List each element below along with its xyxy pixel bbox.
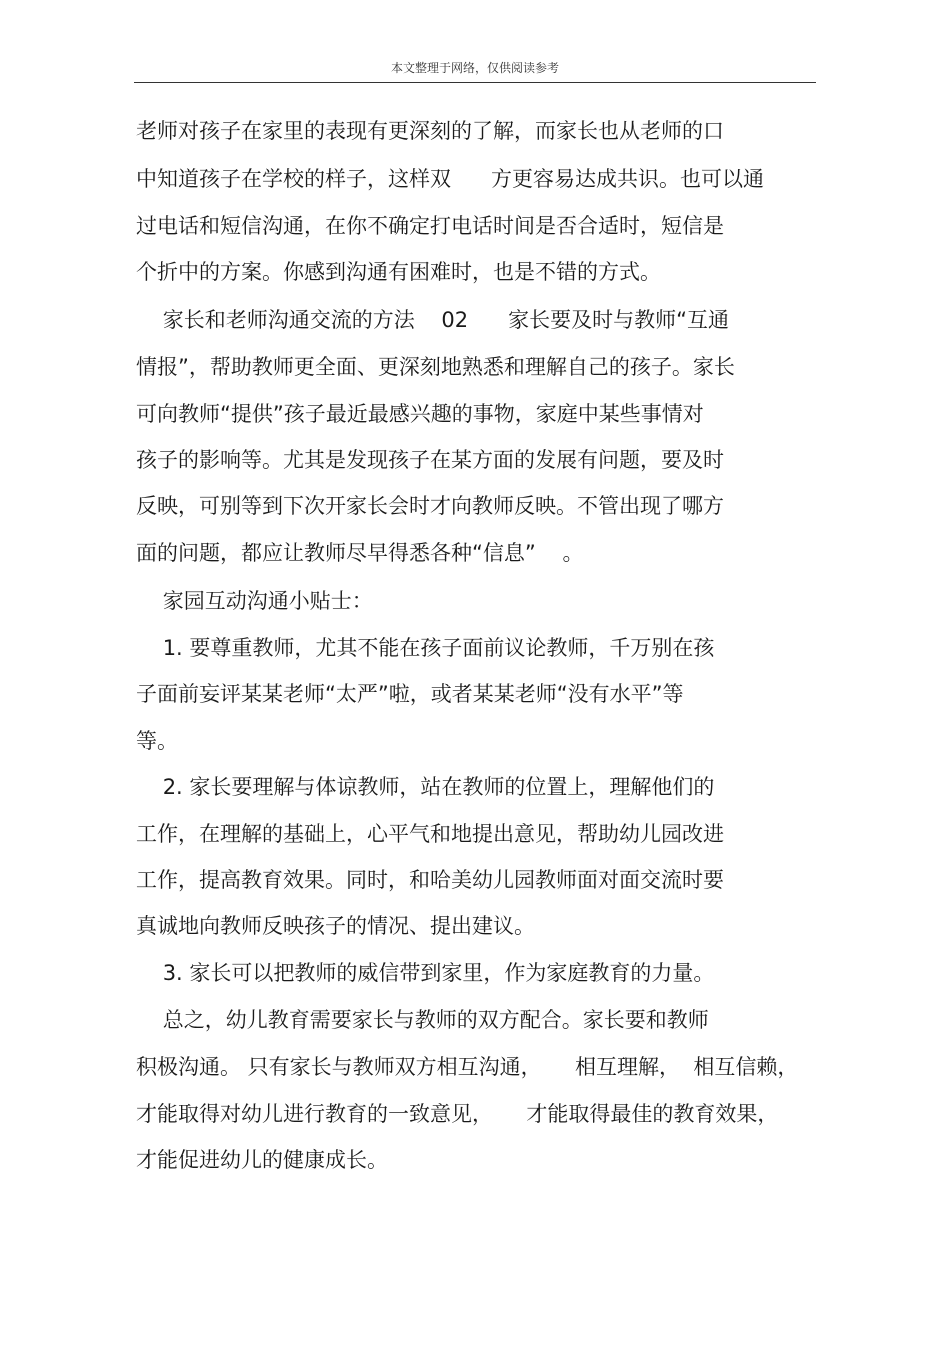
text-line: 中知道孩子在学校的样子，这样双 方更容易达成共识。也可以通 bbox=[136, 167, 765, 191]
page-header bbox=[134, 58, 816, 83]
text-line: 工作，提高教育效果。同时，和哈美幼儿园教师面对面交流时要 bbox=[136, 868, 724, 892]
text-line: 积极沟通。 只有家长与教师双方相互沟通， 相互理解， 相互信赖， bbox=[136, 1055, 799, 1079]
text-line: 才能取得对幼儿进行教育的一致意见， 才能取得最佳的教育效果， bbox=[136, 1102, 779, 1126]
text-line: 老师对孩子在家里的表现有更深刻的了解，而家长也从老师的口 bbox=[136, 119, 724, 143]
text-line: 孩子的影响等。尤其是发现孩子在某方面的发展有问题，要及时 bbox=[136, 448, 724, 472]
text-line: 情报”，帮助教师更全面、更深刻地熟悉和理解自己的孩子。家长 bbox=[136, 355, 735, 379]
text-line: 真诚地向教师反映孩子的情况、提出建议。 bbox=[136, 914, 535, 938]
text-line: 面的问题，都应让教师尽早得悉各种“信息” 。 bbox=[136, 541, 584, 565]
text-line: 等。 bbox=[136, 729, 178, 753]
text-line: 才能促进幼儿的健康成长。 bbox=[136, 1148, 388, 1172]
text-line: 反映，可别等到下次开家长会时才向教师反映。不管出现了哪方 bbox=[136, 494, 724, 518]
text-line: 子面前妄评某某老师“太严”啦，或者某某老师“没有水平”等 bbox=[136, 682, 684, 706]
text-line: 2. 家长要理解与体谅教师，站在教师的位置上，理解他们的 bbox=[136, 775, 715, 799]
text-line: 家长和老师沟通交流的方法 02 家长要及时与教师“互通 bbox=[136, 308, 730, 332]
text-line: 3. 家长可以把教师的威信带到家里，作为家庭教育的力量。 bbox=[136, 961, 715, 985]
text-line: 工作，在理解的基础上，心平气和地提出意见，帮助幼儿园改进 bbox=[136, 822, 724, 846]
text-line: 过电话和短信沟通，在你不确定打电话时间是否合适时，短信是 bbox=[136, 214, 724, 238]
header-text: 本文整理于网络，仅供阅读参考 bbox=[390, 61, 559, 75]
text-line: 个折中的方案。你感到沟通有困难时，也是不错的方式。 bbox=[136, 260, 661, 284]
text-line: 总之，幼儿教育需要家长与教师的双方配合。家长要和教师 bbox=[136, 1008, 709, 1032]
text-line: 可向教师“提供”孩子最近最感兴趣的事物，家庭中某些事情对 bbox=[136, 402, 704, 426]
text-line: 1. 要尊重教师，尤其不能在孩子面前议论教师，千万别在孩 bbox=[136, 636, 715, 660]
text-line: 家园互动沟通小贴士： bbox=[136, 589, 373, 613]
